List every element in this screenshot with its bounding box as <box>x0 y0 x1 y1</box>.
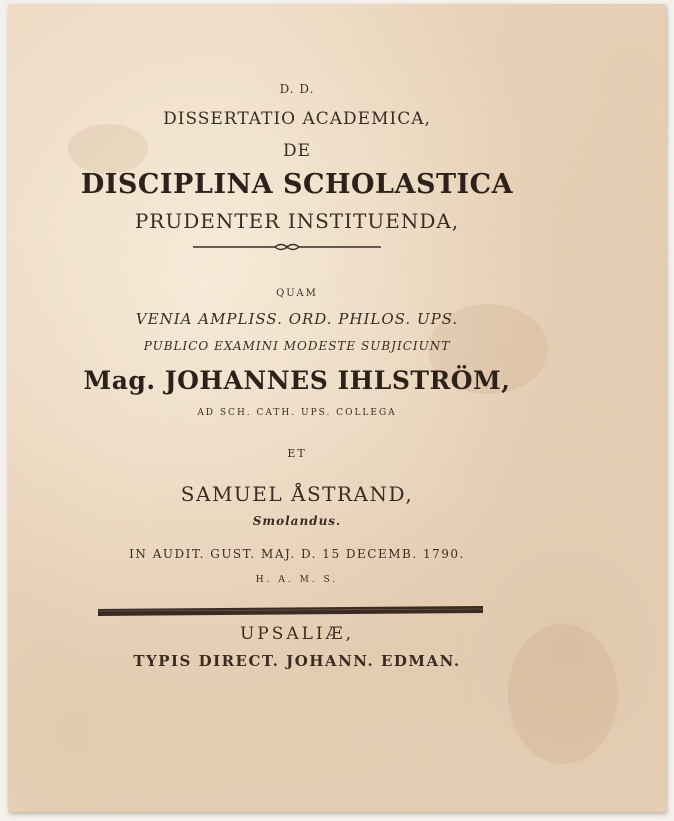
hora-abbreviation: H. A. M. S. <box>255 575 339 585</box>
title-preposition: DE <box>282 141 312 161</box>
author-praeses-role: AD SCH. CATH. UPS. COLLEGA <box>197 408 397 418</box>
document-page <box>8 4 666 812</box>
heavy-rule-divider <box>98 604 483 618</box>
defense-date: IN AUDIT. GUST. MAJ. D. 15 DECEMB. 1790. <box>129 547 465 561</box>
dedication-mark: D. D. <box>279 82 315 96</box>
dissertation-label: DISSERTATIO ACADEMICA, <box>163 109 431 129</box>
imprint-place: UPSALIÆ, <box>239 624 355 644</box>
author-praeses: Mag. JOHANNES IHLSTRÖM, <box>83 366 511 395</box>
publico-line: PUBLICO EXAMINI MODESTE SUBJICIUNT <box>143 339 451 353</box>
author-respondent-origin: Smolandus. <box>252 514 342 528</box>
ornamental-divider <box>191 242 383 252</box>
conjunction: ET <box>287 447 307 460</box>
paper-stain <box>508 624 618 764</box>
author-respondent: SAMUEL ÅSTRAND, <box>180 482 414 506</box>
imprint-printer: TYPIS DIRECT. JOHANN. EDMAN. <box>133 652 461 670</box>
venia-line: VENIA AMPLISS. ORD. PHILOS. UPS. <box>135 310 459 328</box>
main-title-continued: PRUDENTER INSTITUENDA, <box>134 209 460 233</box>
main-title: DISCIPLINA SCHOLASTICA <box>80 169 514 200</box>
quam-label: QUAM <box>276 288 318 299</box>
